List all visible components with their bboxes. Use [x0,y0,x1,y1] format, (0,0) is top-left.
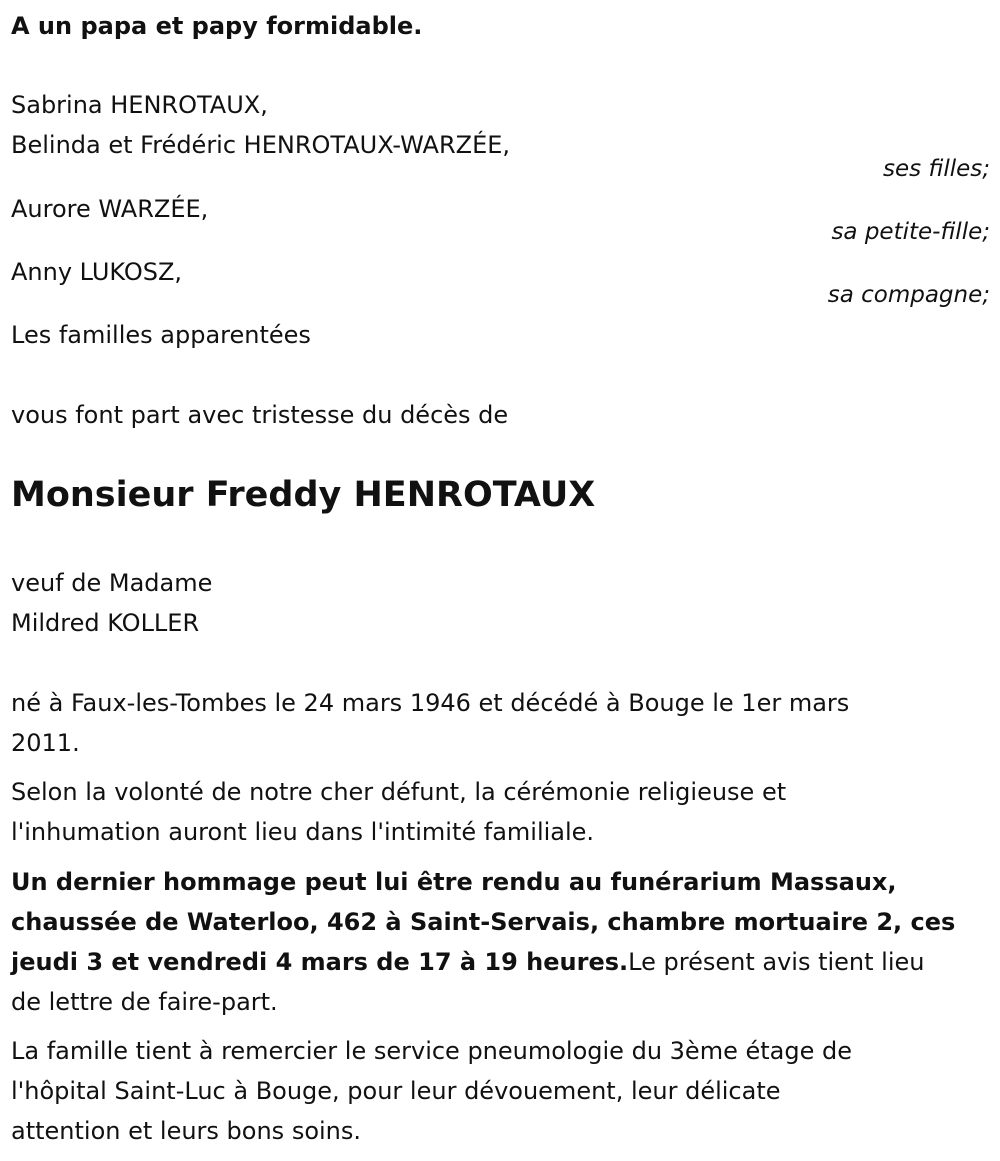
relatives: Les familles apparentées [11,321,311,349]
widower-line-2: Mildred KOLLER [11,609,200,637]
visitation-line-2: chaussée de Waterloo, 462 à Saint-Servais, chambre mortuaire 2, ces [11,908,956,936]
dedication: A un papa et papy formidable. [11,12,423,40]
thanks-line-1: La famille tient à remercier le service pneumologie du 3ème étage de [11,1037,852,1065]
thanks-line-3: attention et leurs bons soins. [11,1117,362,1145]
birth-death-line-2: 2011. [11,729,80,757]
announcement: vous font part avec tristesse du décès de [11,401,509,429]
thanks-line-2: l'hôpital Saint-Luc à Bouge, pour leur dévouement, leur délicate [11,1077,781,1105]
daughter-name-1: Sabrina HENROTAUX, [11,91,268,119]
visitation-line-3 [11,942,924,982]
birth-death-line-1: né à Faux-les-Tombes le 24 mars 1946 et décédé à Bouge le 1er mars [11,689,850,717]
granddaughter-name: Aurore WARZÉE, [11,195,209,223]
daughter-name-2: Belinda et Frédéric HENROTAUX-WARZÉE, [11,131,511,159]
ceremony-line-1: Selon la volonté de notre cher défunt, la cérémonie religieuse et [11,778,787,806]
daughters-role: ses filles; [883,156,990,182]
deceased-name: Monsieur Freddy HENROTAUX [11,475,596,515]
visitation-bold-part: jeudi 3 et vendredi 4 mars de 17 à 19 heures. [11,948,629,976]
visitation-line-4: de lettre de faire-part. [11,988,278,1016]
granddaughter-role: sa petite-fille; [831,219,990,245]
companion-role: sa compagne; [827,282,990,308]
ceremony-line-2: l'inhumation auront lieu dans l'intimité familiale. [11,818,595,846]
visitation-line-1: Un dernier hommage peut lui être rendu au funérarium Massaux, [11,868,897,896]
visitation-rest: Le présent avis tient lieu [628,948,925,976]
companion-name: Anny LUKOSZ, [11,258,183,286]
widower-line-1: veuf de Madame [11,569,213,597]
